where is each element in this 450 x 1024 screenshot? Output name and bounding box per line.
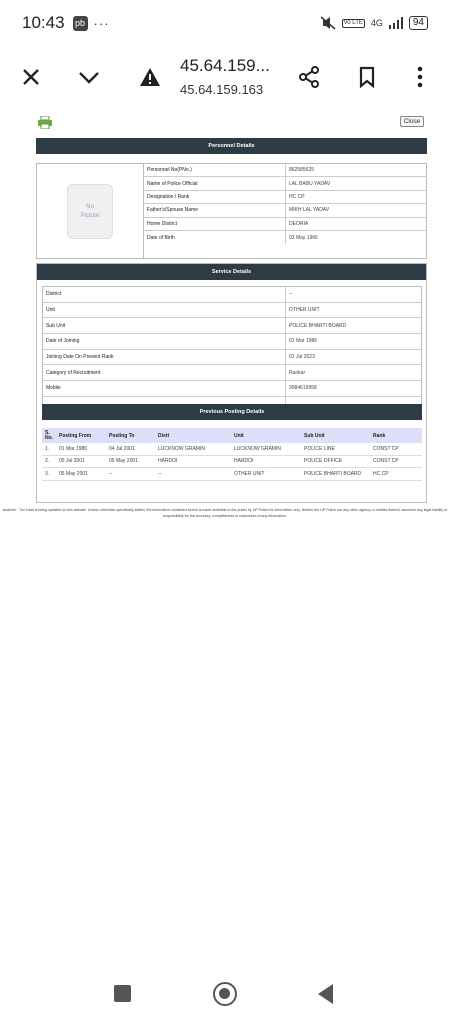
- home-icon[interactable]: [213, 982, 237, 1006]
- warning-icon[interactable]: [135, 62, 165, 92]
- row-value: 01 Mar 1986: [289, 338, 318, 345]
- table-row: [144, 204, 427, 217]
- no-picture-placeholder: [67, 184, 113, 239]
- table-row: [43, 365, 421, 381]
- cell: LUCKNOW GRAMIN: [234, 445, 281, 452]
- row-label: Home District: [144, 218, 286, 230]
- row-label: Date of Joining: [43, 334, 286, 349]
- table-row: [144, 164, 427, 177]
- back-icon[interactable]: [318, 984, 333, 1004]
- table-header-row: [42, 428, 422, 443]
- column-header: Distt: [158, 432, 170, 439]
- cell: 05 May 2001: [59, 470, 88, 477]
- cell: LUCKNOW GRAMIN: [158, 445, 205, 452]
- row-value: LAL BABU YADAV: [289, 180, 331, 187]
- clock: 10:43: [22, 13, 65, 32]
- table-row: [42, 443, 422, 456]
- cell: OTHER UNIT: [234, 470, 265, 477]
- row-label: Category of Recruitment: [43, 365, 286, 380]
- status-icons: [320, 16, 428, 30]
- cell: HARDOI: [158, 458, 178, 465]
- cell: 2.: [45, 458, 50, 465]
- cell: --: [158, 470, 162, 477]
- volte-badge: Vo LTE: [343, 19, 363, 26]
- row-value: 9984619958: [289, 385, 317, 392]
- disclaimer-text: sclaimer : The Data is being updated on this website. Unless otherwise specifically stated, the information contained herein is made available to the public by UP Police for information only. Neither the UP Police nor any other agency or entities thereof, assumes any legal liability or responsibility for the accuracy, completeness or usefulness of any information.: [2, 508, 448, 518]
- printer-icon[interactable]: [38, 116, 52, 129]
- row-label: Name of Police Official: [144, 177, 286, 189]
- row-label: Unit: [43, 303, 286, 318]
- chevron-down-icon[interactable]: [74, 62, 104, 92]
- app-notification-icon: pb: [73, 16, 88, 31]
- address-bar[interactable]: [180, 56, 270, 97]
- row-label: Personnel No(PNo.): [144, 164, 286, 176]
- column-header: Unit: [234, 432, 244, 439]
- browser-toolbar: [0, 46, 450, 108]
- row-value: --: [289, 291, 293, 298]
- status-bar: [0, 0, 450, 46]
- row-label: Mobile: [43, 381, 286, 396]
- row-label: District: [43, 287, 286, 302]
- row-value: POLICE BHARTI BOARD: [289, 322, 347, 329]
- table-row: [43, 318, 421, 334]
- row-value: OTHER UNIT: [289, 307, 320, 314]
- personnel-details-header: Personnel Details: [36, 138, 427, 154]
- personnel-rows: [144, 164, 427, 244]
- row-label: Designation / Rank: [144, 191, 286, 203]
- column-header: Sub Unit: [304, 432, 325, 439]
- table-row: [43, 303, 421, 319]
- column-header: S. No.: [45, 429, 54, 441]
- row-value: 03 May 1966: [289, 234, 318, 241]
- column-header: Posting To: [109, 432, 135, 439]
- web-page: [0, 108, 450, 968]
- previous-posting-table: [42, 428, 422, 481]
- table-row: [144, 191, 427, 204]
- mute-icon: [320, 16, 336, 30]
- cell: 04 Jul 2001: [109, 445, 135, 452]
- cell: 05 May 2001: [109, 458, 138, 465]
- more-notifications-indicator: ···: [93, 15, 110, 31]
- row-value: 01 Jul 2023: [289, 354, 315, 361]
- row-value: MIKH LAL YADAV: [289, 207, 330, 214]
- close-button[interactable]: Close: [400, 116, 424, 127]
- table-row: [144, 218, 427, 231]
- table-row: [144, 177, 427, 190]
- previous-posting-header: Previous Posting Details: [42, 404, 422, 420]
- row-label: Joining Date On Present Rank: [43, 350, 286, 365]
- table-row: [42, 456, 422, 469]
- table-row: [43, 334, 421, 350]
- row-value: HC CP: [289, 193, 305, 200]
- table-row: [144, 231, 427, 244]
- cell: --: [109, 470, 113, 477]
- service-details-panel: [36, 263, 427, 503]
- column-header: Rank: [373, 432, 386, 439]
- cell: POLICE LINE: [304, 445, 335, 452]
- cell: HC CP: [373, 470, 389, 477]
- service-details-table: [42, 286, 422, 414]
- personnel-details-table: [36, 163, 427, 259]
- row-label: Sub Unit: [43, 318, 286, 333]
- close-icon[interactable]: [16, 62, 46, 92]
- row-label: Date of Birth: [144, 231, 286, 244]
- cell: 3.: [45, 470, 50, 477]
- cell: POLICE OFFICE: [304, 458, 343, 465]
- row-value: 862585625: [289, 167, 315, 174]
- recents-icon[interactable]: [114, 985, 131, 1002]
- url-full: 45.64.159.163: [180, 82, 264, 97]
- no-picture-line2: Picture: [80, 212, 100, 219]
- bookmark-icon[interactable]: [352, 62, 382, 92]
- cell: HARDOI: [234, 458, 254, 465]
- cell: 05 Jul 2001: [59, 458, 85, 465]
- row-value: Runkar: [289, 369, 306, 376]
- row-label: Father's/Spouse Name: [144, 204, 286, 216]
- table-row: [43, 287, 421, 303]
- cell: POLICE BHARTI BOARD: [304, 470, 362, 477]
- cell: 1.: [45, 445, 50, 452]
- url-domain: 45.64.159...: [180, 56, 270, 75]
- photo-cell: [37, 164, 144, 258]
- more-vert-icon[interactable]: [405, 62, 435, 92]
- table-row: [43, 381, 421, 397]
- system-navigation-bar: [0, 968, 450, 1024]
- cell: CONST CP: [373, 458, 399, 465]
- cell: CONST CP: [373, 445, 399, 452]
- column-header: Posting From: [59, 432, 92, 439]
- row-value: DEORIA: [289, 220, 309, 227]
- network-type: 4G: [370, 18, 383, 28]
- table-row: [42, 468, 422, 481]
- table-row: [43, 350, 421, 366]
- battery-icon: 94: [409, 16, 428, 30]
- cell: 01 Mar 1986: [59, 445, 88, 452]
- no-picture-line1: No: [86, 203, 94, 210]
- signal-icon: [389, 17, 403, 29]
- service-details-header: Service Details: [37, 264, 426, 280]
- share-icon[interactable]: [294, 62, 324, 92]
